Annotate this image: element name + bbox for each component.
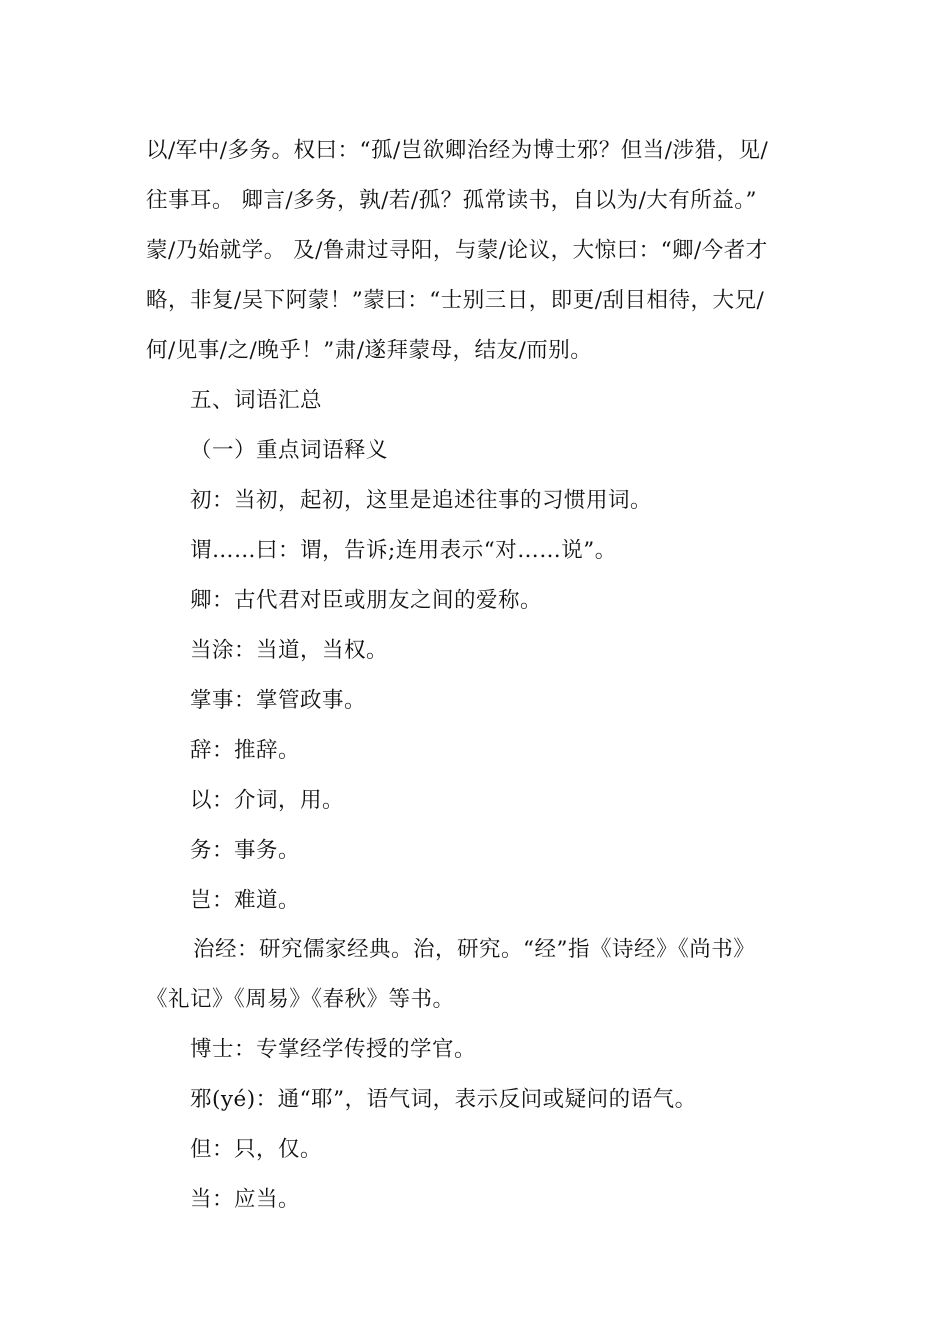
glossary-entry: 岂：难道。: [190, 888, 301, 913]
passage-line: 略，非复/吴下阿蒙！”蒙曰：“士别三日，即更/刮目相待，大兄/: [146, 288, 765, 313]
glossary-entry: 谓……曰：谓，告诉;连用表示“对……说”。: [190, 538, 617, 563]
glossary-entry: 卿：古代君对臣或朋友之间的爱称。: [190, 588, 543, 613]
glossary-entry: 务：事务。: [190, 838, 301, 863]
glossary-entry: 博士：专掌经学传授的学官。: [190, 1037, 477, 1062]
passage-line: 何/见事/之/晚乎！”肃/遂拜蒙母，结友/而别。: [146, 338, 593, 363]
glossary-entry: 初：当初，起初，这里是追述往事的习惯用词。: [190, 488, 653, 513]
glossary-entry: 辞：推辞。: [190, 738, 301, 763]
section-heading: 五、词语汇总: [190, 388, 323, 413]
glossary-entry: 以：介词，用。: [190, 788, 345, 813]
glossary-entry: 治经：研究儒家经典。治，研究。“经”指《诗经》《尚书》: [193, 937, 756, 962]
passage-line: 以/军中/多务。权曰：“孤/岂欲卿治经为博士邪？但当/涉猎，见/: [146, 138, 769, 163]
glossary-entry-continuation: 《礼记》《周易》《春秋》等书。: [146, 987, 455, 1012]
passage-line: 蒙/乃始就学。 及/鲁肃过寻阳，与蒙/论议，大惊曰：“卿/今者才: [146, 238, 768, 263]
glossary-entry: 但：只，仅。: [190, 1137, 323, 1162]
glossary-entry: 掌事：掌管政事。: [190, 688, 367, 713]
subsection-heading: （一）重点词语释义: [190, 438, 389, 463]
glossary-entry: 当涂：当道，当权。: [190, 638, 389, 663]
passage-line: 往事耳。 卿言/多务，孰/若/孤？孤常读书，自以为/大有所益。”: [146, 188, 758, 213]
glossary-entry: 邪(yé)：通“耶”，语气词，表示反问或疑问的语气。: [190, 1087, 697, 1112]
glossary-entry: 当：应当。: [190, 1187, 301, 1212]
